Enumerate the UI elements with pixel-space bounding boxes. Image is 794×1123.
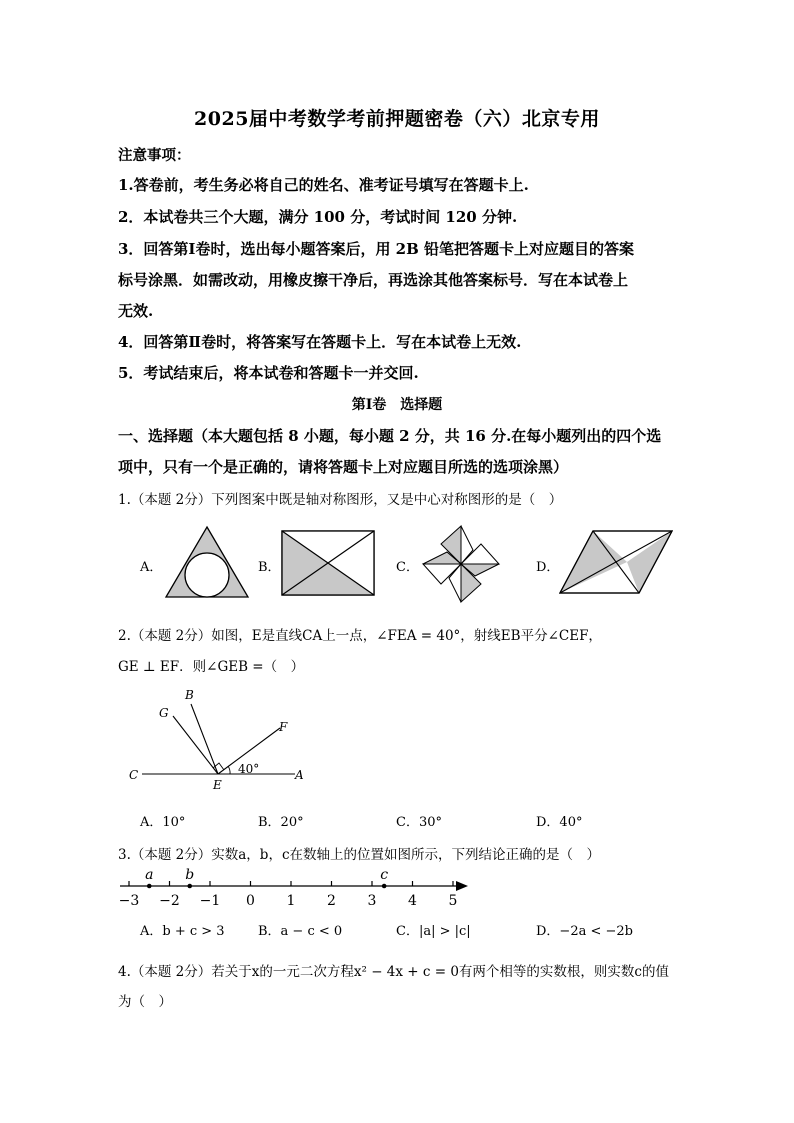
point-label-f: F <box>279 720 288 734</box>
notice-heading: 注意事项： <box>118 147 191 164</box>
ray-eg <box>173 716 218 774</box>
point-label-b: B <box>185 688 194 702</box>
axis-arrow <box>456 881 468 891</box>
axis-tick-label: −3 <box>118 893 140 909</box>
point-c <box>382 884 387 889</box>
q1-figure-b <box>279 528 377 598</box>
section-title: 第Ⅰ卷 选择题 <box>351 397 443 413</box>
notice-item-5: 5．考试结束后，将本试卷和答题卡一并交回. <box>118 364 419 382</box>
page-title: 2025届中考数学考前押题密卷（六）北京专用 <box>194 108 600 130</box>
q1-figure-a <box>162 524 252 600</box>
point-label-c: C <box>129 768 139 782</box>
q2-option-c: C．30° <box>396 815 442 830</box>
axis-tick-label: 5 <box>448 893 458 909</box>
q1-option-d-label: D． <box>536 560 560 575</box>
axis-tick-label: 1 <box>286 893 296 909</box>
notice-item-1: 1.答卷前，考生务必将自己的姓名、准考证号填写在答题卡上. <box>118 176 529 194</box>
part1-instructions-1: 一、选择题（本大题包括 8 小题，每小题 2 分，共 16 分.在每小题列出的四个选 <box>118 427 662 445</box>
point-a <box>147 884 152 889</box>
point-label-e: E <box>213 778 222 792</box>
q2-option-b: B．20° <box>258 815 304 830</box>
q2-option-d: D．40° <box>536 815 583 830</box>
angle-label: 40° <box>238 762 260 776</box>
notice-item-2: 2．本试卷共三个大题，满分 100 分，考试时间 120 分钟. <box>118 208 518 226</box>
angle-arc <box>228 766 230 774</box>
notice-item-3: 3．回答第Ⅰ卷时，选出每小题答案后，用 2B 铅笔把答题卡上对应题目的答案 <box>118 240 635 258</box>
q3-option-b: B．a − c < 0 <box>258 924 343 939</box>
inscribed-circle <box>185 553 229 597</box>
point-label-c: c <box>380 867 389 883</box>
q4-stem-2: 为（ ） <box>118 994 172 1010</box>
q2-stem-1: 2.（本题 2分）如图，E是直线CA上一点，∠FEA = 40°，射线EB平分∠CEF， <box>118 628 602 644</box>
q3-option-c: C．|a| > |c| <box>396 924 471 939</box>
part1-instructions-2: 项中，只有一个是正确的，请将答题卡上对应题目所选的选项涂黑） <box>118 458 569 476</box>
q1-option-b-label: B． <box>258 560 281 575</box>
q3-option-d: D．−2a < −2b <box>536 924 633 939</box>
q3-stem: 3.（本题 2分）实数a，b，c在数轴上的位置如图所示，下列结论正确的是（ ） <box>118 847 601 863</box>
q3-number-line <box>112 864 482 912</box>
q2-stem-2: GE ⊥ EF．则∠GEB =（ ） <box>118 659 305 675</box>
axis-tick-label: 2 <box>327 893 336 909</box>
notice-item-3-cont: 标号涂黑．如需改动，用橡皮擦干净后，再选涂其他答案标号．写在本试卷上 <box>118 271 629 289</box>
q2-option-a: A．10° <box>140 815 186 830</box>
point-label-a: a <box>145 867 154 883</box>
q2-figure <box>125 684 325 794</box>
axis-tick-label: −2 <box>159 893 180 909</box>
axis-tick-label: 4 <box>408 893 417 909</box>
ray-eb <box>191 704 218 774</box>
q1-option-a-label: A． <box>140 560 163 575</box>
q1-option-c-label: C． <box>396 560 419 575</box>
q3-option-a: A．b + c > 3 <box>140 924 225 939</box>
q4-stem-1: 4.（本题 2分）若关于x的一元二次方程x² − 4x + c = 0有两个相等的实数根，则实数c的值 <box>118 964 669 980</box>
q1-figure-c <box>418 521 504 607</box>
q1-figure-d <box>557 528 675 596</box>
q1-stem: 1.（本题 2分）下列图案中既是轴对称图形，又是中心对称图形的是（ ） <box>118 492 563 508</box>
point-label-b: b <box>185 867 195 883</box>
axis-tick-label: 0 <box>246 893 255 909</box>
axis-tick-label: 3 <box>367 893 377 909</box>
axis-tick-label: −1 <box>199 893 221 909</box>
point-label-g: G <box>159 706 169 720</box>
point-label-a: A <box>295 768 304 782</box>
point-b <box>187 884 192 889</box>
notice-item-4: 4．回答第Ⅱ卷时，将答案写在答题卡上．写在本试卷上无效. <box>118 333 522 351</box>
notice-item-3-end: 无效. <box>118 302 154 320</box>
